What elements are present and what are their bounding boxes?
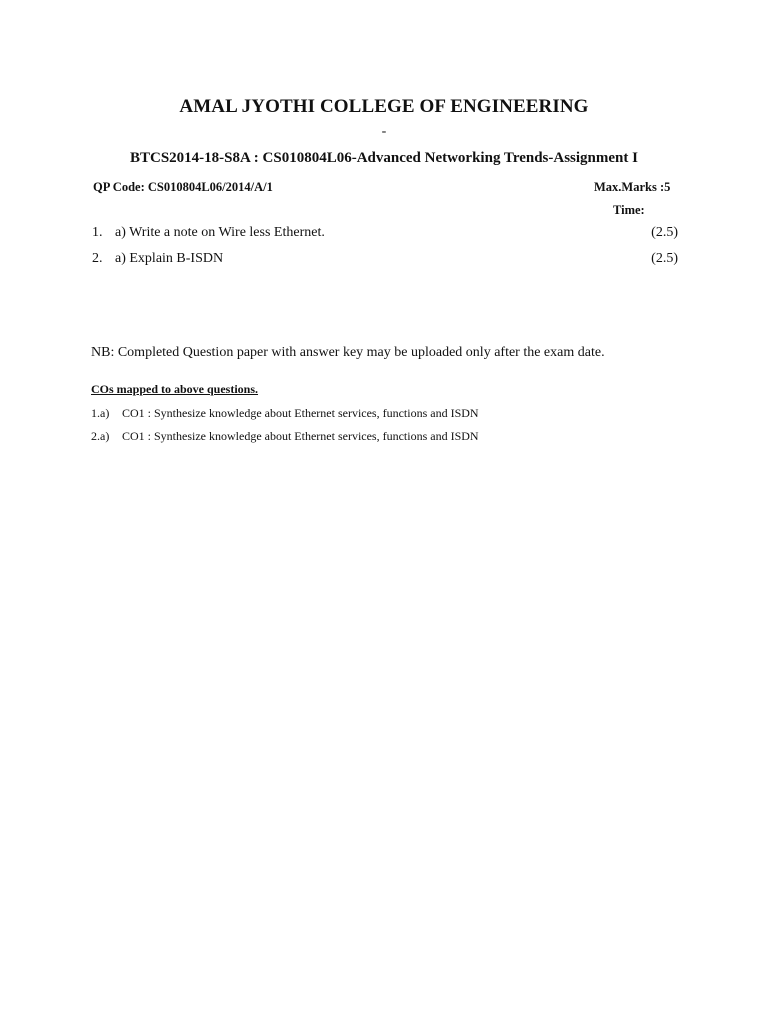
qp-code: QP Code: CS010804L06/2014/A/1 xyxy=(93,180,273,194)
title-separator: - xyxy=(381,124,387,139)
co-question-ref: 2.a) xyxy=(91,429,110,443)
co-mapping-item xyxy=(91,429,479,444)
co-description: CO1 : Synthesize knowledge about Ethernet services, functions and ISDN xyxy=(122,406,479,420)
college-title: AMAL JYOTHI COLLEGE OF ENGINEERING xyxy=(179,96,589,117)
upload-note: NB: Completed Question paper with answer key may be uploaded only after the exam date. xyxy=(91,345,605,360)
question-marks: (2.5) xyxy=(651,251,678,266)
time-label: Time: xyxy=(613,203,645,217)
subject-line: BTCS2014-18-S8A : CS010804L06-Advanced Networking Trends-Assignment I xyxy=(130,150,638,166)
question-text: a) Write a note on Wire less Ethernet. xyxy=(115,225,325,240)
question-item xyxy=(92,251,678,267)
max-marks: Max.Marks :5 xyxy=(594,180,671,194)
co-description: CO1 : Synthesize knowledge about Ethernet services, functions and ISDN xyxy=(122,429,479,443)
co-mapping-item xyxy=(91,406,479,421)
question-item xyxy=(92,225,678,241)
question-number: 1. xyxy=(92,225,103,240)
question-marks: (2.5) xyxy=(651,225,678,240)
question-number: 2. xyxy=(92,251,103,266)
co-question-ref: 1.a) xyxy=(91,406,110,420)
question-text: a) Explain B-ISDN xyxy=(115,251,224,266)
cos-heading: COs mapped to above questions. xyxy=(91,382,259,396)
